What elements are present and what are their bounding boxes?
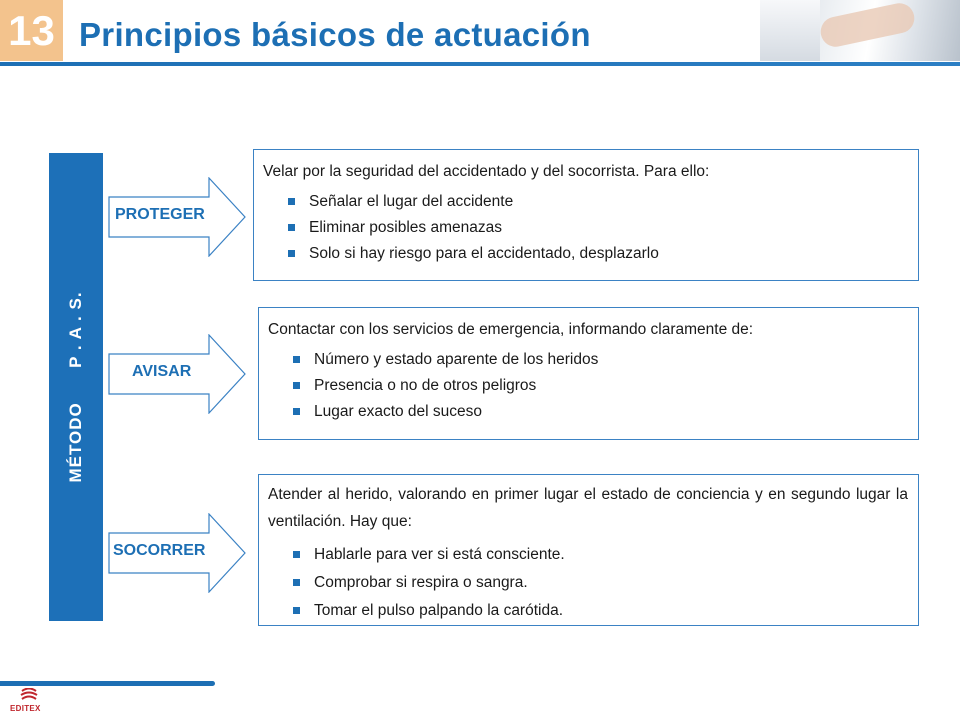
step-arrow-avisar: [108, 334, 246, 414]
step-list: [263, 189, 908, 267]
list-item: Número y estado aparente de los heridos: [286, 347, 908, 373]
step-box-proteger: [253, 149, 919, 281]
square-bullet-icon: [288, 250, 295, 257]
square-bullet-icon: [293, 382, 300, 389]
square-bullet-icon: [288, 224, 295, 231]
square-bullet-icon: [293, 408, 300, 415]
list-item: Lugar exacto del suceso: [286, 399, 908, 425]
step-label-proteger: PROTEGER: [115, 206, 205, 223]
header-divider: [0, 62, 960, 66]
step-list: [268, 347, 908, 425]
list-item: Presencia o no de otros peligros: [286, 373, 908, 399]
square-bullet-icon: [293, 579, 300, 586]
square-bullet-icon: [288, 198, 295, 205]
step-intro: Atender al herido, valorando en primer lugar el estado de conciencia y en segundo lugar la ventilación. Hay que:: [268, 486, 908, 531]
logo-wordmark: EDITEX: [10, 704, 41, 713]
step-label-avisar: AVISAR: [132, 363, 192, 380]
step-box-socorrer: [258, 474, 919, 626]
method-label: MÉTODO P . A . S.: [66, 291, 85, 483]
square-bullet-icon: [293, 607, 300, 614]
list-item: Solo si hay riesgo para el accidentado, desplazarlo: [281, 241, 908, 267]
editex-logo: [10, 688, 50, 716]
photo-coat-shape: [760, 0, 820, 61]
list-item: Eliminar posibles amenazas: [281, 215, 908, 241]
page-title: Principios básicos de actuación: [79, 16, 591, 53]
footer-divider: [0, 681, 215, 686]
step-intro: Contactar con los servicios de emergencia, informando claramente de:: [268, 321, 754, 338]
square-bullet-icon: [293, 551, 300, 558]
chapter-number: 13: [0, 0, 63, 61]
header-photo: [760, 0, 960, 61]
list-item: Comprobar si respira o sangra.: [286, 569, 908, 597]
step-list: [268, 541, 908, 625]
step-arrow-socorrer: [108, 513, 246, 593]
step-intro: Velar por la seguridad del accidentado y del socorrista. Para ello:: [263, 163, 710, 180]
photo-arm-shape: [818, 0, 917, 49]
list-item: Tomar el pulso palpando la carótida.: [286, 597, 908, 625]
editex-logo-icon: [18, 688, 40, 702]
square-bullet-icon: [293, 356, 300, 363]
step-box-avisar: [258, 307, 919, 440]
step-arrow-proteger: [108, 177, 246, 257]
list-item: Hablarle para ver si está consciente.: [286, 541, 908, 569]
list-item: Señalar el lugar del accidente: [281, 189, 908, 215]
step-label-socorrer: SOCORRER: [113, 542, 206, 559]
